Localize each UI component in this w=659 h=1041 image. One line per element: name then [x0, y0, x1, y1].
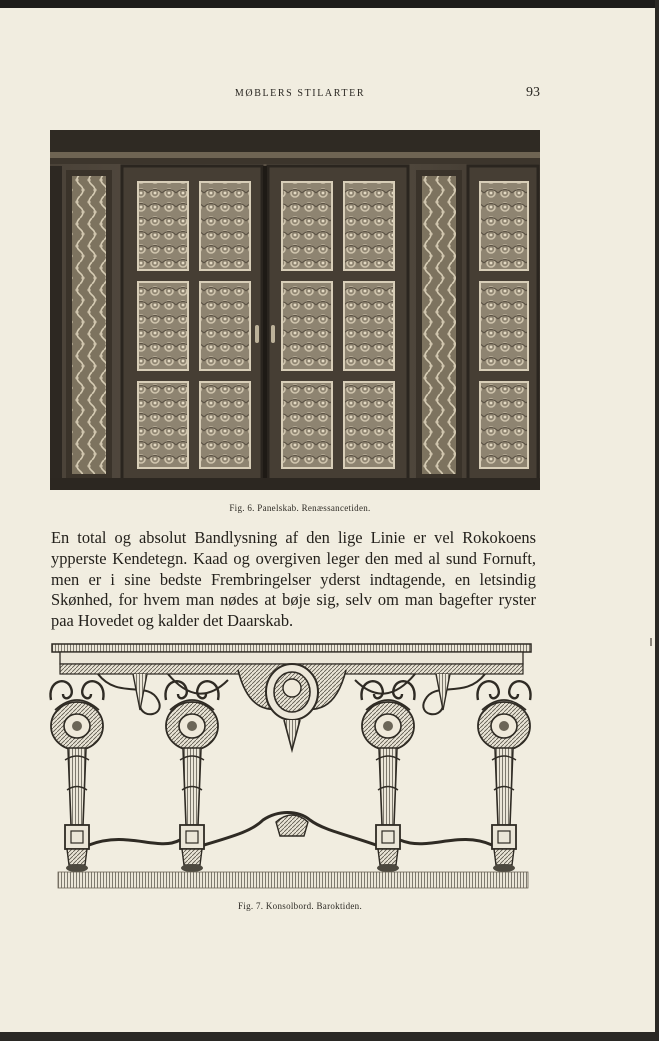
scan-border: [0, 1032, 659, 1041]
figure-7-console-table-engraving: [48, 640, 535, 895]
book-edge: [655, 0, 659, 1041]
page-number: 93: [526, 85, 540, 100]
body-paragraph: En total og absolut Bandlysning af den lige Linie er vel Rokokoens ypperste Kendetegn. Kaad og overgiven leger den med al sund Fornuft, men er i sine bedste Frembringelser yderst indtagende, en letsindig Skønhed, for hvem man nødes at bøje sig, selv om man bagefter ryster paa Hovedet og kalder det Daarskab.: [51, 528, 536, 631]
book-page: [0, 8, 657, 1032]
figure-7-caption: Fig. 7. Konsolbord. Baroktiden.: [237, 901, 363, 911]
figure-6-panel-cabinet-photo: [50, 130, 540, 490]
margin-mark: [650, 638, 652, 646]
figure-6-caption: Fig. 6. Panelskab. Renæssancetiden.: [229, 503, 371, 513]
running-title: MØBLERS STILARTER: [234, 88, 366, 99]
